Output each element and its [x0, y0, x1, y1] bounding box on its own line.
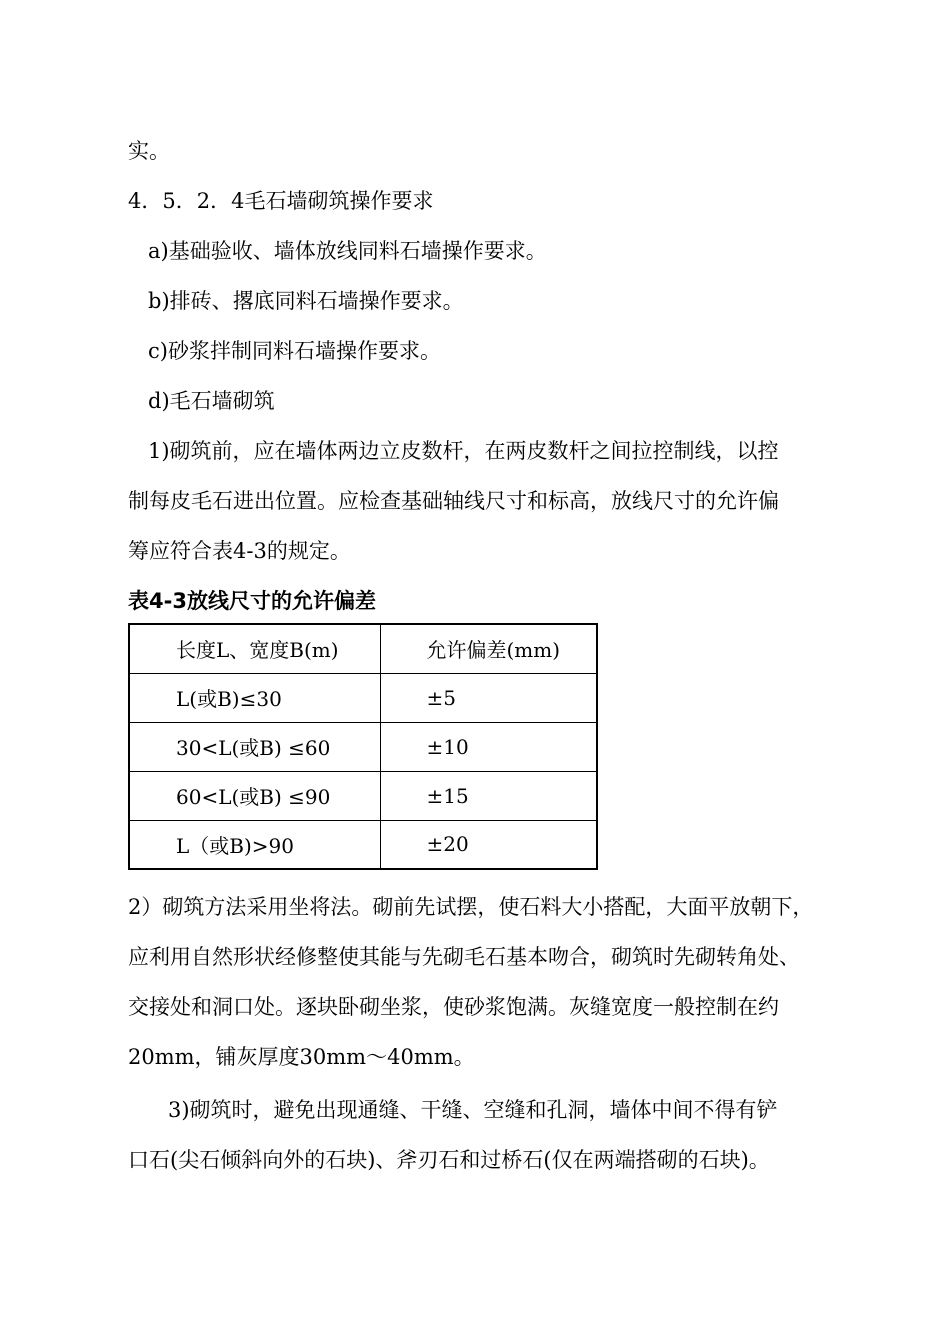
table-cell: ±5 [380, 673, 597, 722]
table-row [129, 820, 597, 869]
paragraph-3-line-1: 3)砌筑时，避免出现通缝、干缝、空缝和孔洞，墙体中间不得有铲 [168, 1098, 778, 1122]
table-cell: ±15 [380, 771, 597, 820]
table-cell: L(或B)≤30 [129, 673, 380, 722]
table-row [129, 722, 597, 771]
paragraph-2-line-4: 20mm，铺灰厚度30mm～40mm。 [128, 1045, 475, 1069]
section-heading: 4．5．2．4毛石墙砌筑操作要求 [128, 189, 434, 213]
table-cell: L（或B)>90 [129, 820, 380, 869]
table-row [129, 673, 597, 722]
paragraph-1-line-3: 筹应符合表4-3的规定。 [128, 539, 351, 563]
paragraph-3-line-2: 口石(尖石倾斜向外的石块)、斧刃石和过桥石(仅在两端搭砌的石块)。 [128, 1148, 770, 1172]
paragraph-2-line-1: 2）砌筑方法采用坐将法。砌前先试摆，使石料大小搭配，大面平放朝下， [128, 895, 814, 919]
table-caption: 表4-3放线尺寸的允许偏差 [128, 589, 376, 613]
paragraph-2-line-2: 应利用自然形状经修整使其能与先砌毛石基本吻合，砌筑时先砌转角处、 [128, 945, 800, 969]
table-cell: 30<L(或B) ≤60 [129, 722, 380, 771]
list-item-b: b)排砖、撂底同料石墙操作要求。 [148, 289, 464, 313]
list-item-a: a)基础验收、墙体放线同料石墙操作要求。 [148, 239, 547, 263]
paragraph-continuation: 实。 [128, 139, 170, 163]
tolerance-table [128, 623, 598, 870]
table-cell: 60<L(或B) ≤90 [129, 771, 380, 820]
list-item-c: c)砂浆拌制同料石墙操作要求。 [148, 339, 441, 363]
table-row [129, 771, 597, 820]
table-cell: ±10 [380, 722, 597, 771]
list-item-d: d)毛石墙砌筑 [148, 389, 275, 413]
table-header-row [129, 624, 597, 673]
paragraph-1-line-1: 1)砌筑前，应在墙体两边立皮数杆，在两皮数杆之间拉控制线，以控 [148, 439, 779, 463]
paragraph-1-line-2: 制每皮毛石进出位置。应检查基础轴线尺寸和标高，放线尺寸的允许偏 [128, 489, 779, 513]
table-cell: ±20 [380, 820, 597, 869]
paragraph-2-line-3: 交接处和洞口处。逐块卧砌坐浆，使砂浆饱满。灰缝宽度一般控制在约 [128, 995, 779, 1019]
table-header-cell: 长度L、宽度B(m) [129, 624, 380, 673]
table-header-cell: 允许偏差(mm) [380, 624, 597, 673]
